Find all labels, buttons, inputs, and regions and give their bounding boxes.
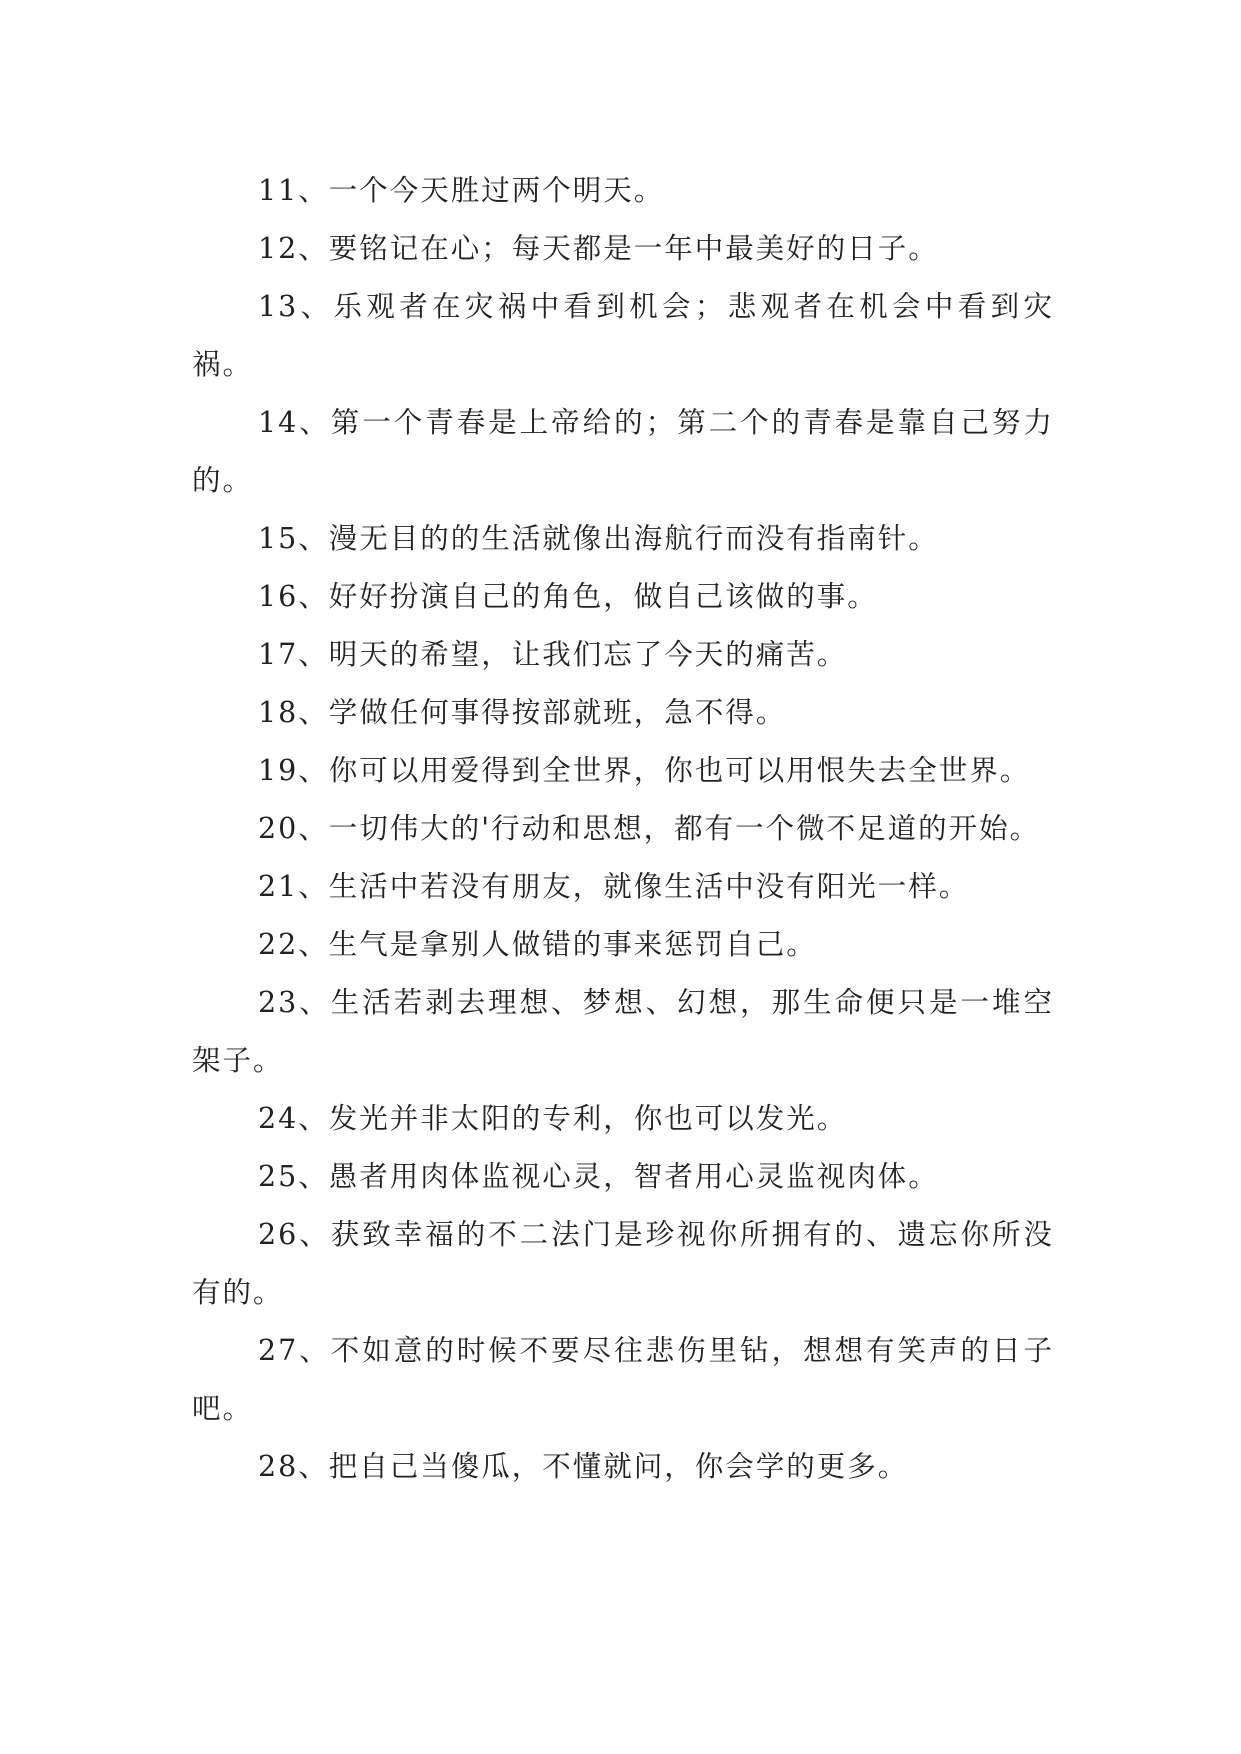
quote-paragraph-18: 18、学做任何事得按部就班，急不得。 — [258, 696, 787, 729]
quote-paragraph-15: 15、漫无目的的生活就像出海航行而没有指南针。 — [258, 522, 939, 555]
quote-paragraph-19: 19、你可以用爱得到全世界，你也可以用恨失去全世界。 — [258, 754, 1031, 787]
quote-paragraph-28: 28、把自己当傻瓜，不懂就问，你会学的更多。 — [258, 1450, 909, 1483]
quote-paragraph-11: 11、一个今天胜过两个明天。 — [258, 174, 665, 207]
quote-paragraph-14: 14、第一个青春是上帝给的；第二个的青春是靠自己努力的。 — [192, 406, 1054, 497]
quote-paragraph-12: 12、要铭记在心；每天都是一年中最美好的日子。 — [258, 232, 939, 265]
quote-paragraph-23: 23、生活若剥去理想、梦想、幻想，那生命便只是一堆空架子。 — [192, 986, 1054, 1077]
quote-paragraph-25: 25、愚者用肉体监视心灵，智者用心灵监视肉体。 — [258, 1160, 939, 1193]
quote-paragraph-24: 24、发光并非太阳的专利，你也可以发光。 — [258, 1102, 848, 1135]
quote-paragraph-27: 27、不如意的时候不要尽往悲伤里钻，想想有笑声的日子吧。 — [192, 1334, 1054, 1425]
quote-paragraph-26: 26、获致幸福的不二法门是珍视你所拥有的、遗忘你所没有的。 — [192, 1218, 1054, 1309]
quote-paragraph-16: 16、好好扮演自己的角色，做自己该做的事。 — [258, 580, 878, 613]
document-body — [192, 162, 1054, 1496]
quote-paragraph-17: 17、明天的希望，让我们忘了今天的痛苦。 — [258, 638, 848, 671]
quote-paragraph-22: 22、生气是拿别人做错的事来惩罚自己。 — [258, 928, 817, 961]
quote-paragraph-21: 21、生活中若没有朋友，就像生活中没有阳光一样。 — [258, 870, 970, 903]
quote-paragraph-20: 20、一切伟大的'行动和思想，都有一个微不足道的开始。 — [258, 812, 1041, 845]
quote-paragraph-13: 13、乐观者在灾祸中看到机会；悲观者在机会中看到灾祸。 — [192, 290, 1054, 381]
